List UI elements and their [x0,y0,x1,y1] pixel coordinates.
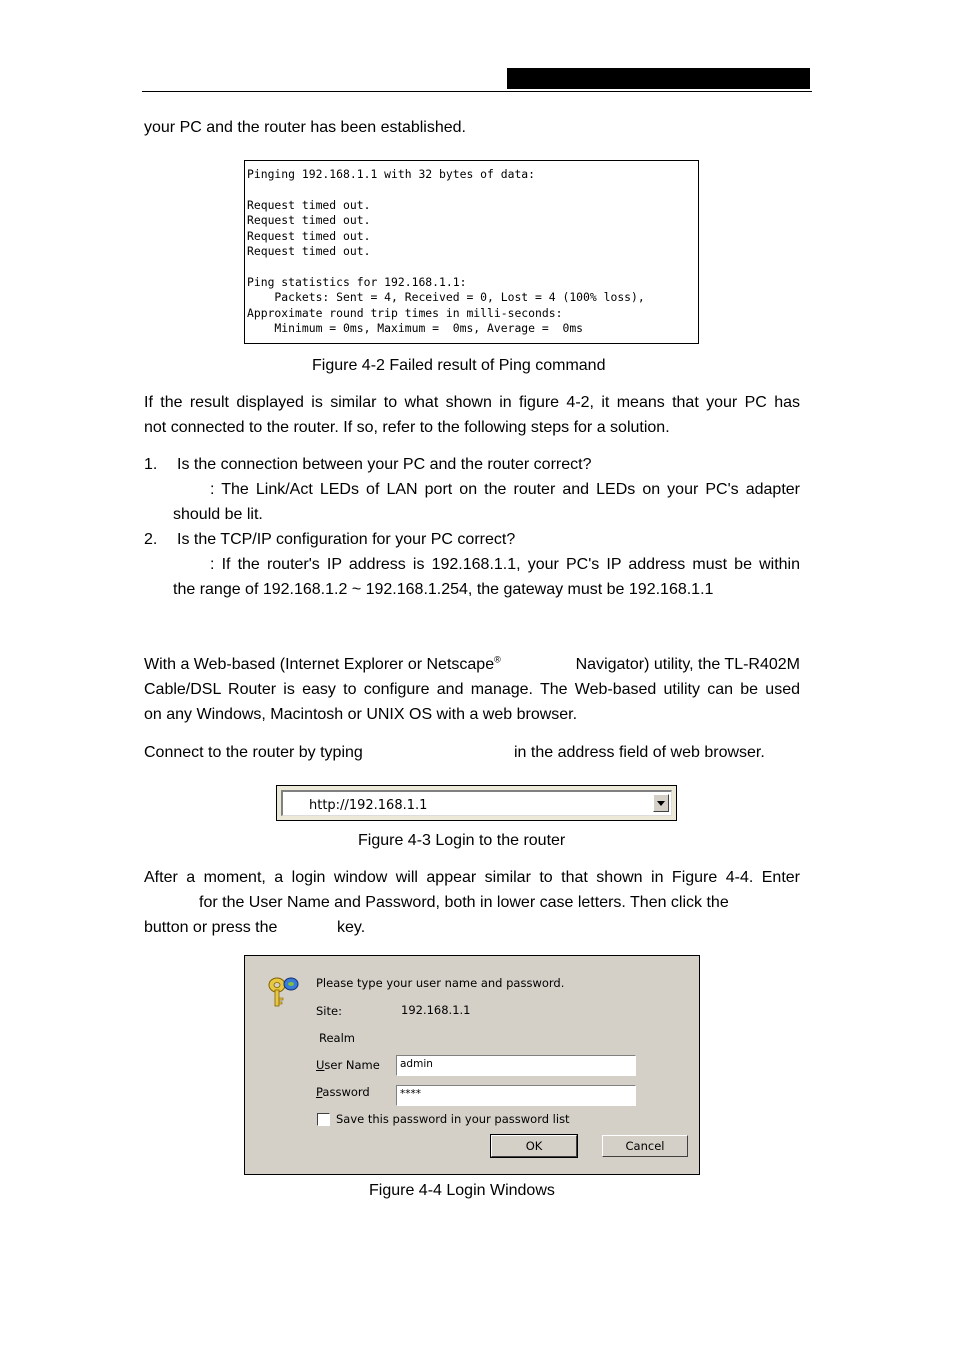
web-paragraph-line1 [144,652,800,677]
console-line: Request timed out. [247,197,371,212]
figure-4-2-caption: Figure 4-2 Failed result of Ping command [312,357,606,374]
site-label: Site: [316,1004,342,1018]
web-paragraph-line2: Cable/DSL Router is easy to configure and manage. The Web-based utility can be used [144,681,800,698]
console-line: Request timed out. [247,243,371,258]
web-text-a: With a Web-based (Internet Explorer or Netscape [144,656,495,673]
key-icon [267,974,303,1008]
chevron-down-icon[interactable] [653,794,669,812]
after-paragraph-line3-b: key. [337,919,366,936]
address-bar-figure [276,785,677,821]
address-input[interactable] [281,790,672,816]
login-prompt: Please type your user name and password. [316,976,565,990]
step1-answer-line2: should be lit. [173,506,263,523]
figure-4-3-caption: Figure 4-3 Login to the router [358,832,566,849]
result-paragraph-line2: not connected to the router. If so, refer to the following steps for a solution. [144,419,670,436]
login-dialog [244,955,700,1175]
console-line: Ping statistics for 192.168.1.1: [247,274,467,289]
connect-text-b: in the address field of web browser. [514,744,765,761]
step2-number: 2. [144,531,158,548]
web-paragraph-line1-a [144,652,501,677]
after-paragraph-line2: for the User Name and Password, both in lower case letters. Then click the [199,894,729,911]
header-bar [507,68,810,89]
username-label: User Name [316,1058,380,1072]
password-field[interactable]: **** [396,1085,636,1106]
console-line: Request timed out. [247,228,371,243]
password-label: Password [316,1085,370,1099]
step2-question: Is the TCP/IP configuration for your PC correct? [177,531,516,548]
console-line: Minimum = 0ms, Maximum = 0ms, Average = 0ms [247,320,584,335]
console-line: Packets: Sent = 4, Received = 0, Lost = 4 (100% loss), [247,290,645,305]
ping-console [244,160,699,344]
web-paragraph-line3: on any Windows, Macintosh or UNIX OS with a web browser. [144,706,578,723]
figure-4-4-caption: Figure 4-4 Login Windows [369,1182,555,1199]
site-value: 192.168.1.1 [401,1003,471,1017]
ok-button[interactable]: OK [491,1135,577,1157]
console-line [247,182,698,197]
header-rule [142,91,812,92]
registered-mark: ® [494,654,501,665]
address-url: http://192.168.1.1 [309,798,428,813]
username-field[interactable]: admin [396,1055,636,1076]
step1-answer-line1: : The Link/Act LEDs of LAN port on the router and LEDs on your PC's adapter [210,481,800,498]
after-paragraph-line3-a: button or press the [144,919,278,936]
step1-number: 1. [144,456,158,473]
save-password-checkbox[interactable] [317,1113,330,1126]
after-paragraph-line1: After a moment, a login window will appear similar to that shown in Figure 4-4. Enter [144,869,800,886]
step2-answer-line2: the range of 192.168.1.2 ~ 192.168.1.254, the gateway must be 192.168.1.1 [173,581,714,598]
web-paragraph-line1-b: Navigator) utility, the TL-R402M [575,656,800,673]
console-line: Approximate round trip times in milli-seconds: [247,305,563,320]
step1-question: Is the connection between your PC and the router correct? [177,456,592,473]
step2-answer-line1: : If the router's IP address is 192.168.1.1, your PC's IP address must be within [210,556,800,573]
realm-label: Realm [319,1031,355,1045]
result-paragraph-line1: If the result displayed is similar to what shown in figure 4-2, it means that your PC has [144,394,800,411]
console-line: Pinging 192.168.1.1 with 32 bytes of data: [247,167,536,181]
connect-text-a: Connect to the router by typing [144,744,363,761]
cancel-button[interactable]: Cancel [602,1135,688,1157]
console-line [247,259,698,274]
save-password-label[interactable]: Save this password in your password list [336,1112,570,1126]
console-line: Request timed out. [247,213,371,228]
intro-text-end: your PC and the router has been established. [144,119,466,136]
